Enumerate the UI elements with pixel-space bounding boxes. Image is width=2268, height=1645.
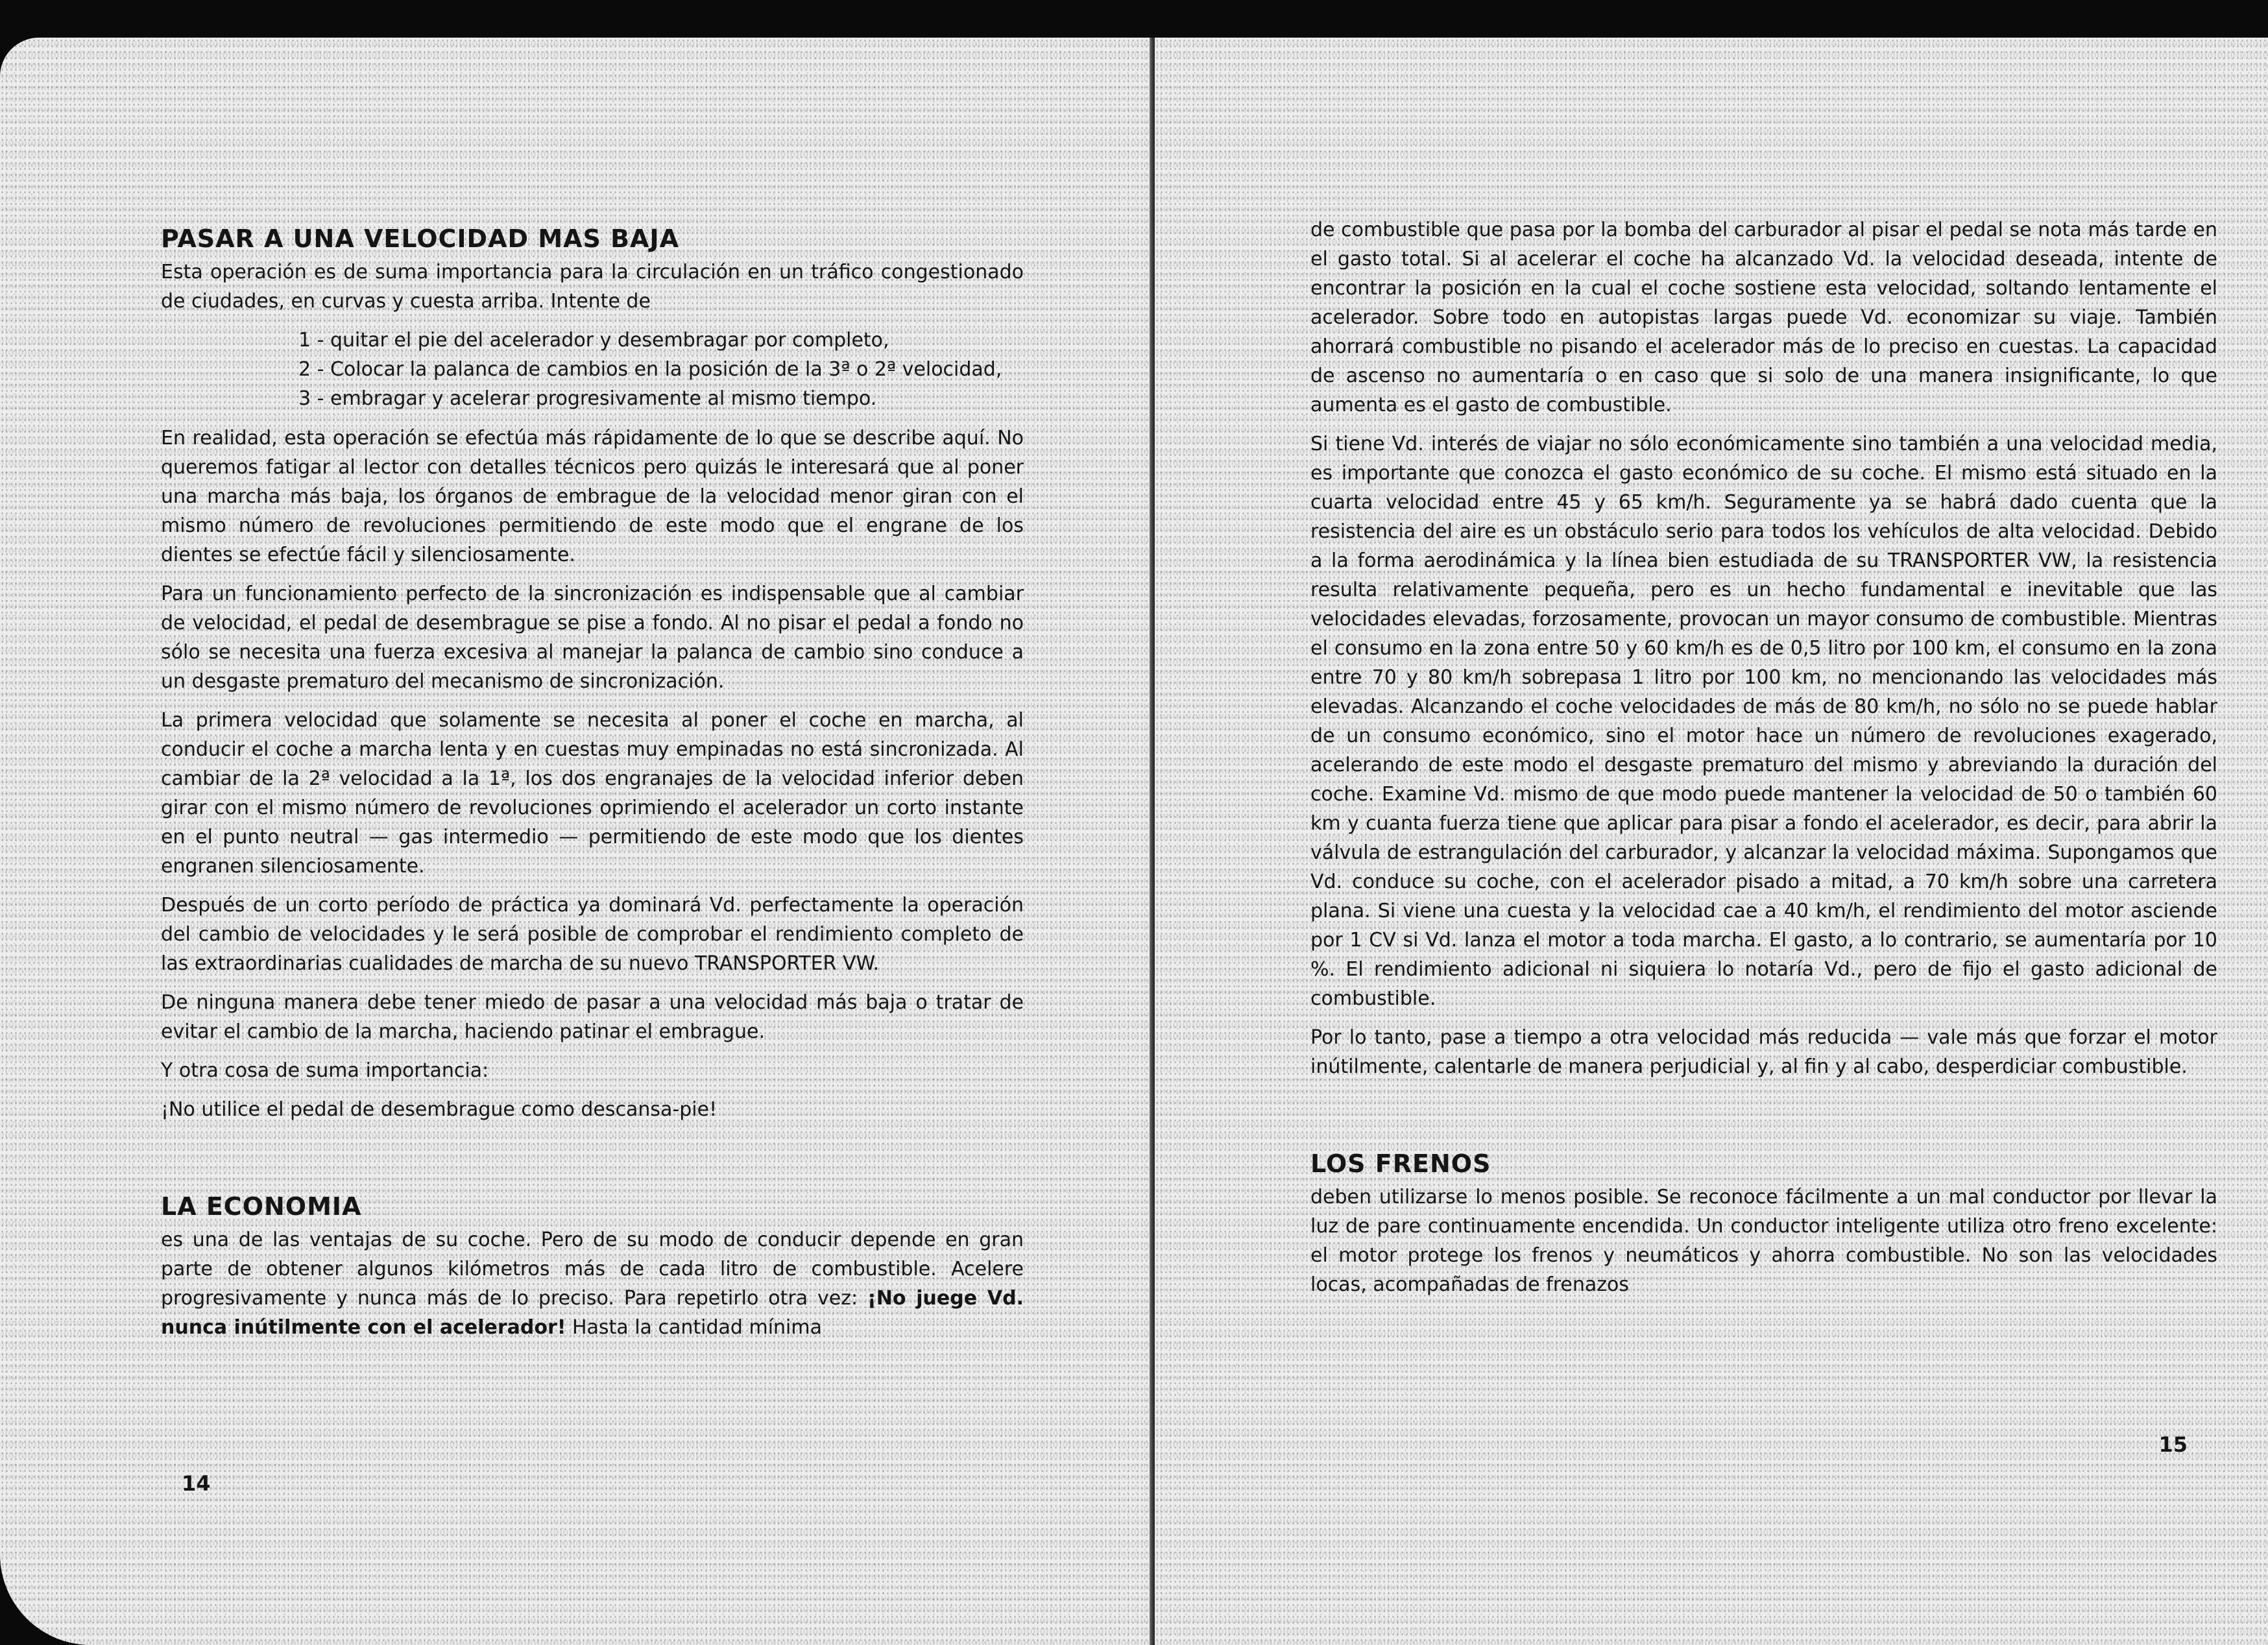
step-item: 2 - Colocar la palanca de cambios en la posición de la 3ª o 2ª velocidad, <box>298 358 1002 381</box>
paragraph: Por lo tanto, pase a tiempo a otra velocidad más reducida — vale más que forzar el motor inútilmente, calentarle de manera perjudicial y, al fin y al cabo, desperdiciar combustible. <box>1310 1026 2217 1078</box>
right-text-column <box>1310 215 2217 1309</box>
paragraph-economy <box>161 1225 1024 1342</box>
left-page <box>0 38 1150 1645</box>
section-gap <box>1310 1091 2217 1149</box>
paragraph-intro: Esta operación es de suma importancia para la circulación en un tráfico congestionado de ciudades, en curvas y cuesta arriba. Intente de <box>161 261 1024 313</box>
paragraph: Para un funcionamiento perfecto de la sincronización es indispensable que al cambiar de velocidad, el pedal de desembrague se pise a fondo. Al no pisar el pedal a fondo no sólo se necesita una fuerza excesiva al manejar la palanca de cambio sino conduce a un desgaste prematuro del mecanismo de sincronización. <box>161 582 1024 693</box>
page-number-left: 14 <box>182 1471 211 1496</box>
heading-lower-gear: PASAR A UNA VELOCIDAD MAS BAJA <box>161 224 679 253</box>
step-item: 1 - quitar el pie del acelerador y desembragar por completo, <box>298 329 889 352</box>
paragraph: De ninguna manera debe tener miedo de pasar a una velocidad más baja o tratar de evitar el cambio de la marcha, haciendo patinar el embrague. <box>161 991 1024 1043</box>
economy-emphasis: ¡No juege Vd. nunca inútilmente con el acelerador! <box>161 1287 1024 1339</box>
economy-text: es una de las ventajas de su coche. Pero de su modo de conducir depende en gran parte de obtener algunos kilómetros más de cada litro de combustible. Acelere progresivamente y nunca más de lo preciso. Para repetirlo otra vez: <box>161 1229 1024 1310</box>
paragraph: Después de un corto período de práctica ya dominará Vd. perfectamente la operación del cambio de velocidades y le será posible de comprobar el rendimiento completo de las extraordinarias cualidades de marcha de su nuevo TRANSPORTER VW. <box>161 894 1024 975</box>
step-item: 3 - embragar y acelerar progresivamente al mismo tiempo. <box>298 387 877 410</box>
left-text-column <box>161 224 1024 1352</box>
paragraph-brakes: deben utilizarse lo menos posible. Se reconoce fácilmente a un mal conductor por llevar la luz de pare continuamente encendida. Un conductor inteligente utiliza otro freno excelente: el motor protege los frenos y neumáticos y ahorra combustible. No son las velocidades locas, acompañadas de frenazos <box>1310 1186 2217 1296</box>
paragraph: ¡No utilice el pedal de desembrague como descansa-pie! <box>161 1098 718 1121</box>
right-page <box>1155 38 2268 1645</box>
paragraph: En realidad, esta operación se efectúa más rápidamente de lo que se describe aquí. No queremos fatigar al lector con detalles técnicos pero quizás le interesará que al poner una marcha más baja, los órganos de embrague de la velocidad menor giran con el mismo número de revoluciones permitiendo de este modo que el engrane de los dientes se efectúe fácil y silenciosamente. <box>161 427 1024 566</box>
economy-text-end: Hasta la cantidad mínima <box>572 1316 822 1339</box>
page-number-right: 15 <box>2158 1432 2188 1457</box>
section-gap <box>161 1134 1024 1192</box>
paragraph: La primera velocidad que solamente se necesita al poner el coche en marcha, al conducir el coche a marcha lenta y en cuestas muy empinadas no está sincronizada. Al cambiar de la 2ª velocidad a la 1ª, los dos engranajes de la velocidad inferior deben girar con el mismo número de revoluciones oprimiendo el acelerador un corto instante en el punto neutral — gas intermedio — permitiendo de este modo que los dientes engranen silenciosamente. <box>161 709 1024 878</box>
heading-economy: LA ECONOMIA <box>161 1192 362 1221</box>
heading-brakes: LOS FRENOS <box>1310 1149 1491 1178</box>
paragraph: Si tiene Vd. interés de viajar no sólo económicamente sino también a una velocidad media, es importante que conozca el gasto económico de su coche. El mismo está situado en la cuarta velocidad entre 45 y 65 km/h. Seguramente ya se habrá dado cuenta que la resistencia del aire es un obstáculo serio para todos los vehículos de alta velocidad. Debido a la forma aerodinámica y la línea bien estudiada de su TRANSPORTER VW, la resistencia resulta relativamente pequeña, pero es un hecho fundamental e inevitable que las velocidades elevadas, forzosamente, provocan un mayor consumo de combustible. Mientras el consumo en la zona entre 50 y 60 km/h es de 0,5 litro por 100 km, el consumo en la zona entre 70 y 80 km/h sobrepasa 1 litro por 100 km, no mencionando las velocidades más elevadas. Alcanzando el coche velocidades de más de 80 km/h, no sólo no se puede hablar de un consumo económico, sino el motor hace un número de revoluciones exagerado, acelerando de este modo el desgaste prematuro del mismo y abreviando la duración del coche. Examine Vd. mismo de que modo puede mantener la velocidad de 50 o también 60 km y cuanta fuerza tiene que aplicar para pisar a fondo el acelerador, es decir, para abrir la válvula de estrangulación del carburador, y alcanzar la velocidad máxima. Supongamos que Vd. conduce su coche, con el acelerador pisado a mitad, a 70 km/h sobre una carretera plana. Si viene una cuesta y la velocidad cae a 40 km/h, el rendimiento del motor asciende por 1 CV si Vd. lanza el motor a toda marcha. El gasto, a lo contrario, se aumentaría por 10 %. El rendimiento adicional ni siquiera lo notaría Vd., pero de fijo el gasto adicional de combustible. <box>1310 433 2217 1010</box>
paragraph: Y otra cosa de suma importancia: <box>161 1059 489 1082</box>
paragraph: de combustible que pasa por la bomba del carburador al pisar el pedal se nota más tarde en el gasto total. Si al acelerar el coche ha alcanzado Vd. la velocidad deseada, intente de encontrar la posición en la cual el coche sostiene esta velocidad, soltando lentamente el acelerador. Sobre todo en autopistas largas puede Vd. economizar su viaje. También ahorrará combustible no pisando el acelerador más de lo preciso en cuestas. La capacidad de ascenso no aumentaría o en caso que si solo de una manera insignificante, lo que aumenta es el gasto de combustible. <box>1310 219 2217 416</box>
steps-list <box>298 326 1024 413</box>
